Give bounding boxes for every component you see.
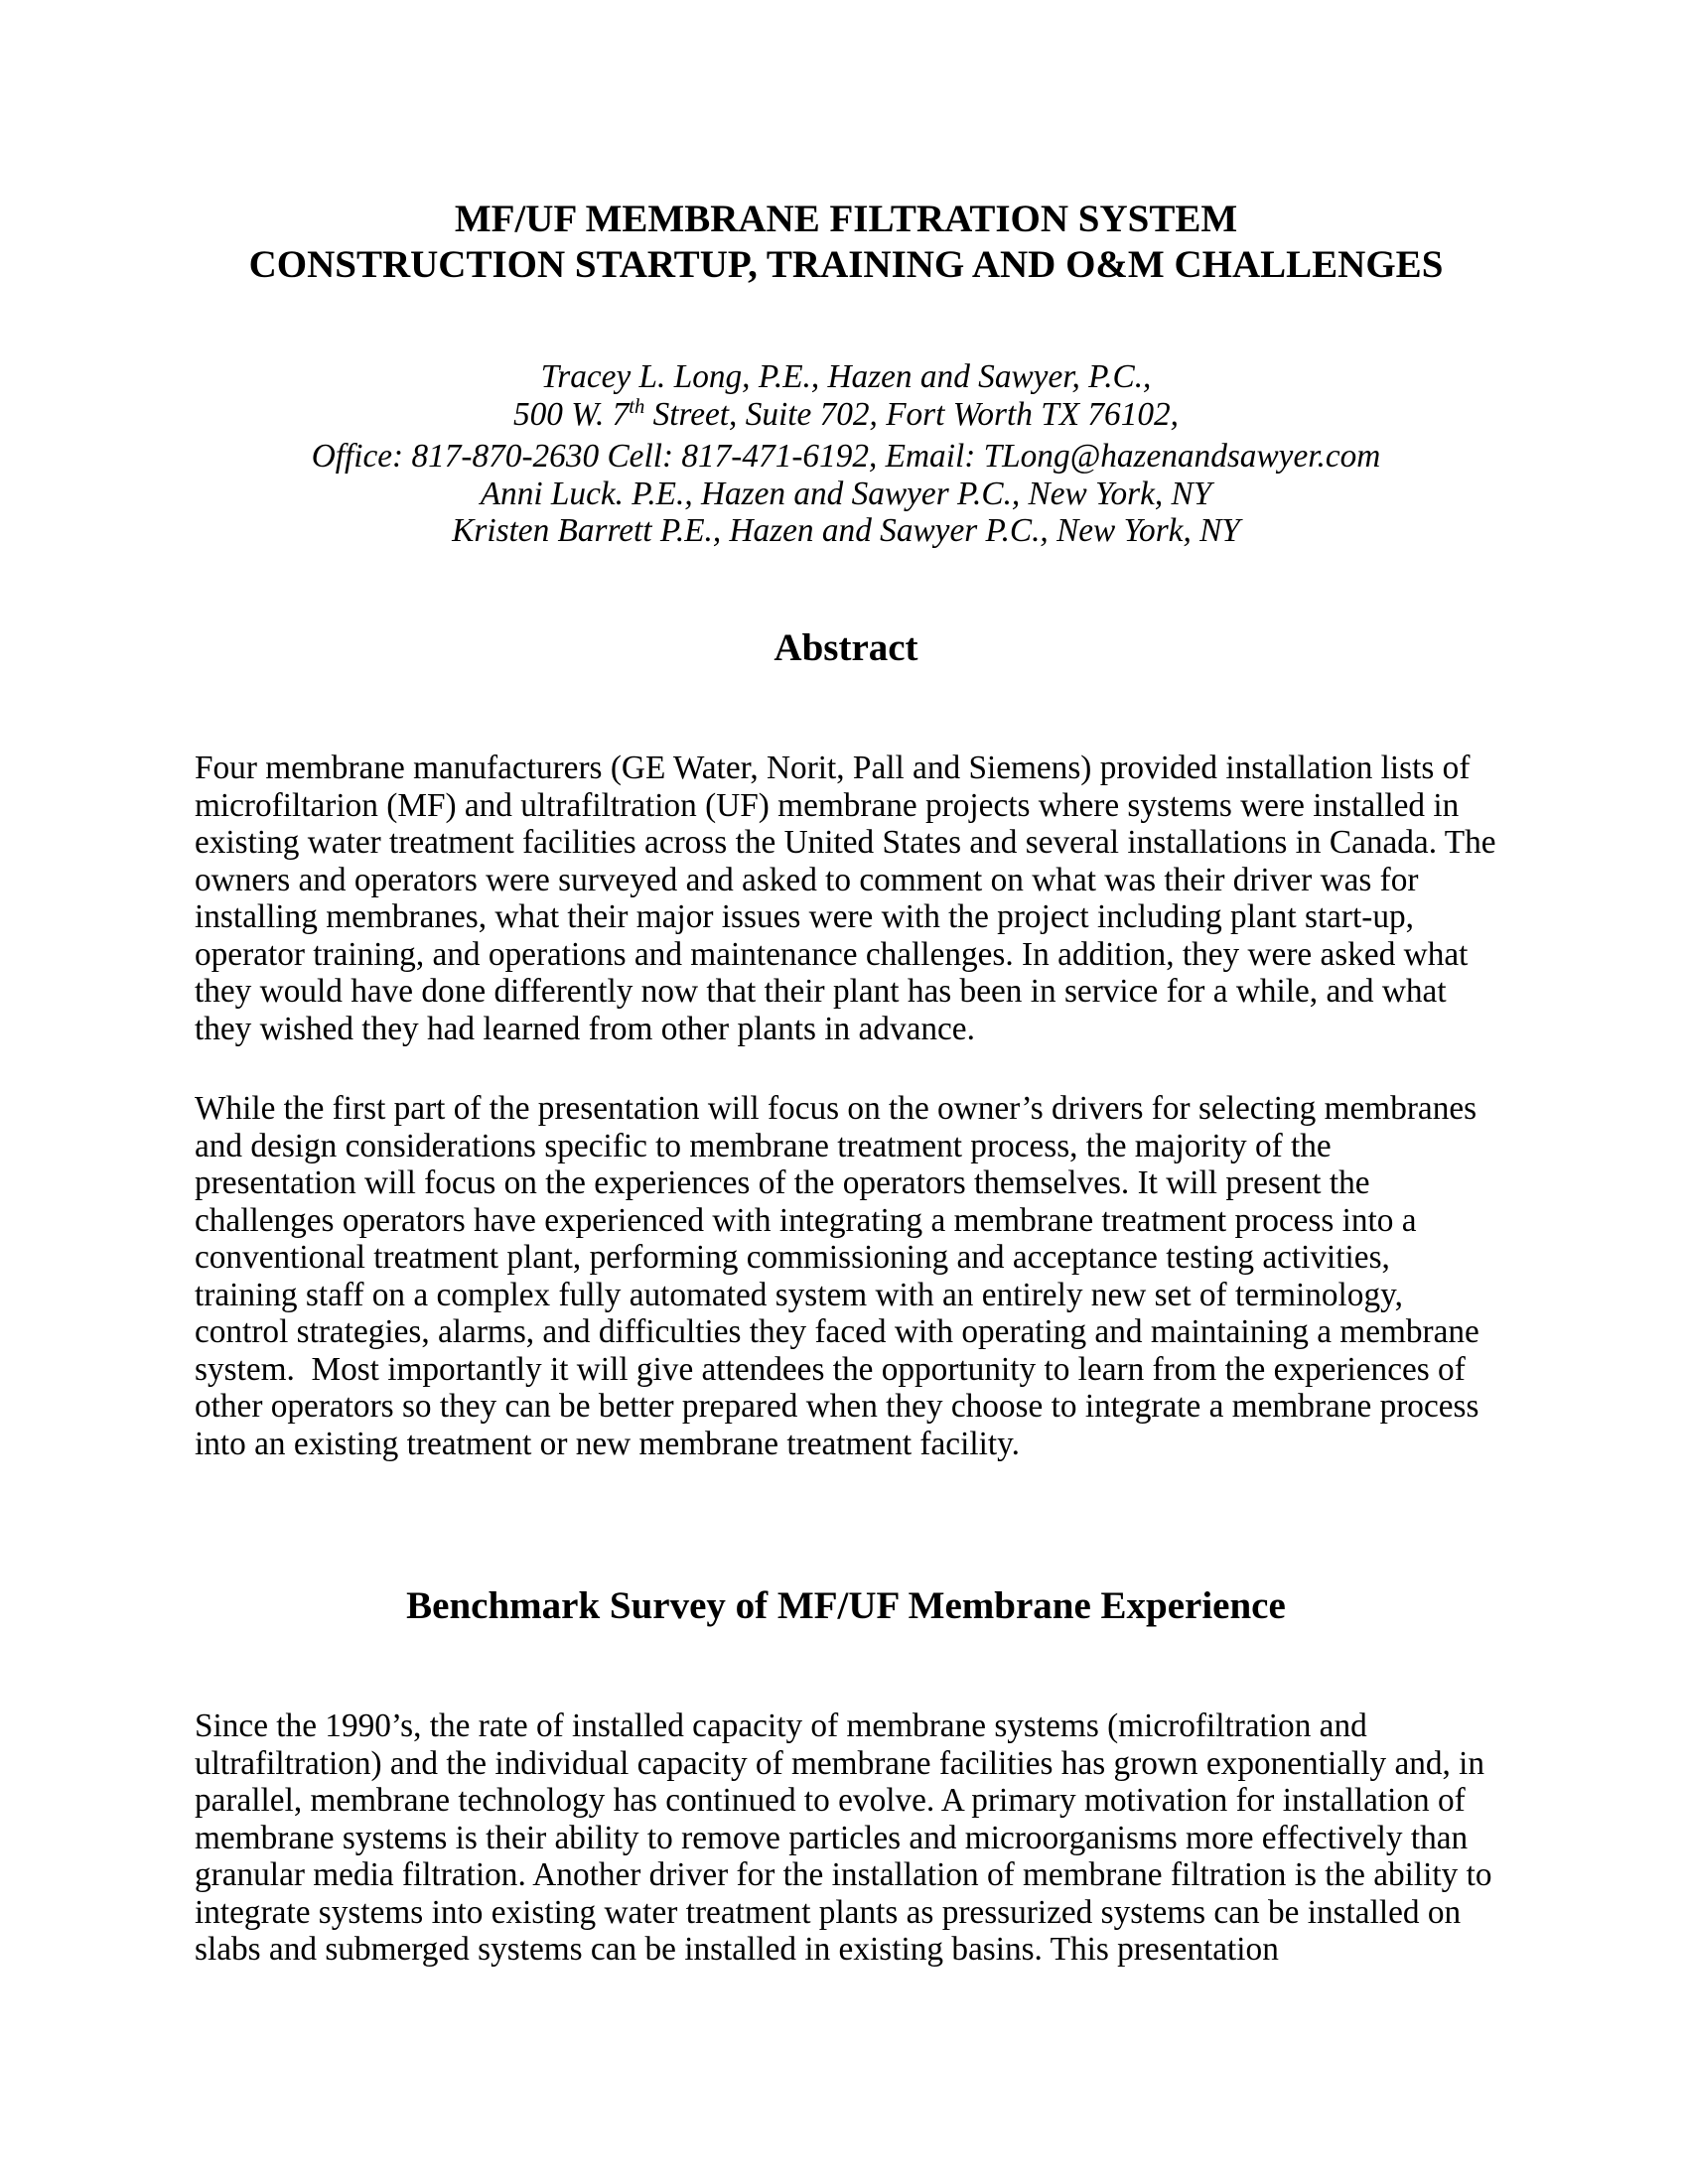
author-line-1: Tracey L. Long, P.E., Hazen and Sawyer, P.C., <box>540 358 1152 395</box>
author-block <box>195 358 1497 550</box>
abstract-heading: Abstract <box>774 626 918 669</box>
author-line-3-contact: Office: 817-870-2630 Cell: 817-471-6192, Email: TLong@hazenandsawyer.com <box>311 438 1381 475</box>
abstract-paragraph-2: While the first part of the presentation will focus on the owner’s drivers for selecting membranes and design considerations specific to membrane treatment process, the majority of the presentation will focus on the experiences of the operators themselves. It will present the challenges operators have experienced with integrating a membrane treatment process into a conventional treatment plant, performing commissioning and acceptance testing activities, training staff on a complex fully automated system with an entirely new set of terminology, control strategies, alarms, and difficulties they faced with operating and maintaining a membrane system. Most importantly it will give attendees the opportunity to learn from the experiences of other operators so they can be better prepared when they choose to integrate a membrane process into an existing treatment or new membrane treatment facility. <box>195 1090 1488 1462</box>
section-paragraph-1: Since the 1990’s, the rate of installed capacity of membrane systems (microfiltration and ultrafiltration) and the individual capacity of membrane facilities has grown exponentially and, in parallel, membrane technology has continued to evolve. A primary motivation for installation of membrane systems is their ability to remove particles and microorganisms more effectively than granular media filtration. Another driver for the installation of membrane filtration is the ability to integrate systems into existing water treatment plants as pressurized systems can be installed on slabs and submerged systems can be installed in existing basins. This presentation <box>195 1707 1500 1968</box>
paper-title <box>195 197 1497 288</box>
section-heading: Benchmark Survey of MF/UF Membrane Experience <box>406 1584 1286 1627</box>
author-line-5: Kristen Barrett P.E., Hazen and Sawyer P.C., New York, NY <box>452 512 1240 549</box>
author-line-2 <box>195 396 1497 439</box>
paper-title-line-1: MF/UF MEMBRANE FILTRATION SYSTEM <box>454 198 1238 240</box>
ordinal-superscript: th <box>629 396 645 419</box>
paper-title-line-2: CONSTRUCTION STARTUP, TRAINING AND O&M CHALLENGES <box>248 243 1444 286</box>
author-line-2-address: 500 W. 7 <box>513 395 630 433</box>
author-line-2-address-rest: Street, Suite 702, Fort Worth TX 76102, <box>644 395 1179 433</box>
abstract-paragraph-1: Four membrane manufacturers (GE Water, Norit, Pall and Siemens) provided installation lists of microfiltarion (MF) and ultrafiltration (UF) membrane projects where systems were installed in existing water treatment facilities across the United States and several installations in Canada. The owners and operators were surveyed and asked to comment on what was their driver was for installing membranes, what their major issues were with the project including plant start-up, operator training, and operations and maintenance challenges. In addition, they were asked what they would have done differently now that their plant has been in service for a while, and what they wished they had learned from other plants in advance. <box>195 750 1504 1047</box>
author-line-4: Anni Luck. P.E., Hazen and Sawyer P.C., New York, NY <box>480 475 1212 512</box>
